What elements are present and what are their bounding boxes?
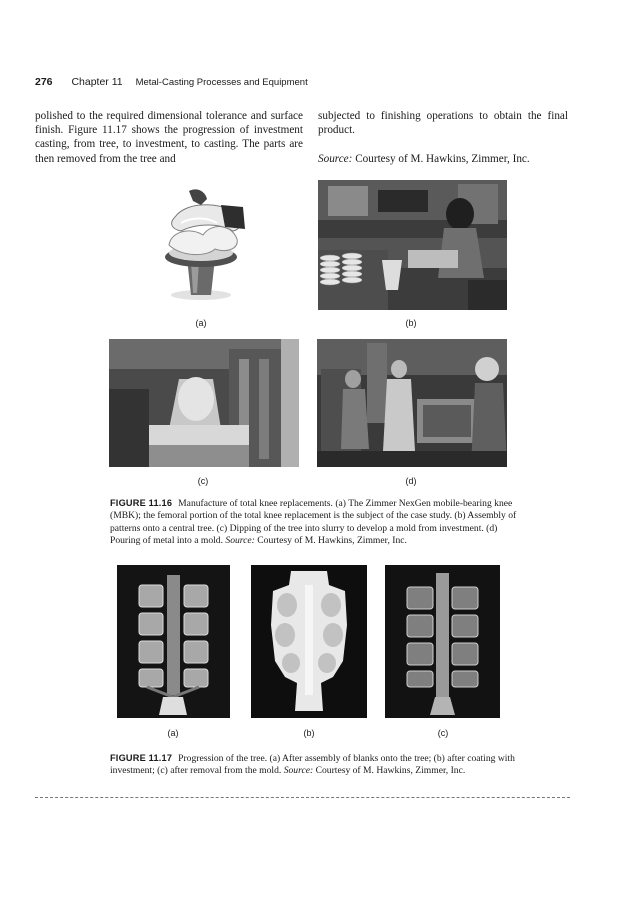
body-text-left-column: polished to the required dimensional tolerance and surface finish. Figure 11.17 shows the progression of investment casting, from tree, to investment, to casting. The parts are then removed from the tree and xyxy=(35,110,303,165)
chapter-title: Metal-Casting Processes and Equipment xyxy=(135,77,308,88)
chapter-label: Chapter 11 xyxy=(71,76,123,88)
figure-11-17-photo-a xyxy=(117,565,230,718)
figure-11-16-photo-a xyxy=(151,183,251,303)
figure-11-16-label-c: (c) xyxy=(197,476,209,486)
figure-11-16-source-label: Source: xyxy=(225,535,255,547)
figure-11-16-label-d: (d) xyxy=(405,476,417,486)
bottom-divider xyxy=(35,797,570,798)
source-text: Courtesy of M. Hawkins, Zimmer, Inc. xyxy=(355,153,530,165)
figure-11-17-label-b: (b) xyxy=(303,728,315,738)
figure-11-17-caption-text: Progression of the tree. (a) After assembly of blanks onto the tree; (b) after coating with investment; (c) after removal from the mold. xyxy=(110,753,515,777)
figure-11-17-photo-b xyxy=(251,565,367,718)
figure-11-16-photo-c xyxy=(109,339,299,467)
body-text-right-column: subjected to finishing operations to obtain the final product. xyxy=(318,110,568,137)
figure-11-17-caption xyxy=(110,752,518,778)
page-number: 276 xyxy=(35,76,53,88)
figure-11-16-source-text: Courtesy of M. Hawkins, Zimmer, Inc. xyxy=(257,535,407,547)
figure-11-17-label-c: (c) xyxy=(437,728,449,738)
figure-11-16-label-a: (a) xyxy=(195,318,207,328)
figure-11-17-source-text: Courtesy of M. Hawkins, Zimmer, Inc. xyxy=(315,765,466,777)
source-credit xyxy=(318,153,578,165)
figure-11-17-number: FIGURE 11.17 xyxy=(110,753,173,763)
figure-11-16-photo-b xyxy=(318,180,507,310)
figure-11-16-photo-d xyxy=(317,339,507,467)
figure-11-16-caption-text: Manufacture of total knee replacements. (a) The Zimmer NexGen mobile-bearing knee (MBK); the femoral portion of the total knee replacement is the subject of the case study. (b) Assembly of patterns onto a central tree. (c) Dipping of the tree into slurry to develop a mold from investment. (d) Pouring of metal into a mold. xyxy=(110,498,517,547)
figure-11-17-source-label: Source: xyxy=(283,765,314,777)
figure-11-16-label-b: (b) xyxy=(405,318,417,328)
running-head xyxy=(35,76,308,88)
figure-11-17-photo-c xyxy=(385,565,500,718)
source-label: Source: xyxy=(318,153,353,165)
figure-11-16-caption xyxy=(110,497,518,548)
figure-11-16-number: FIGURE 11.16 xyxy=(110,498,173,508)
figure-11-17-label-a: (a) xyxy=(167,728,179,738)
